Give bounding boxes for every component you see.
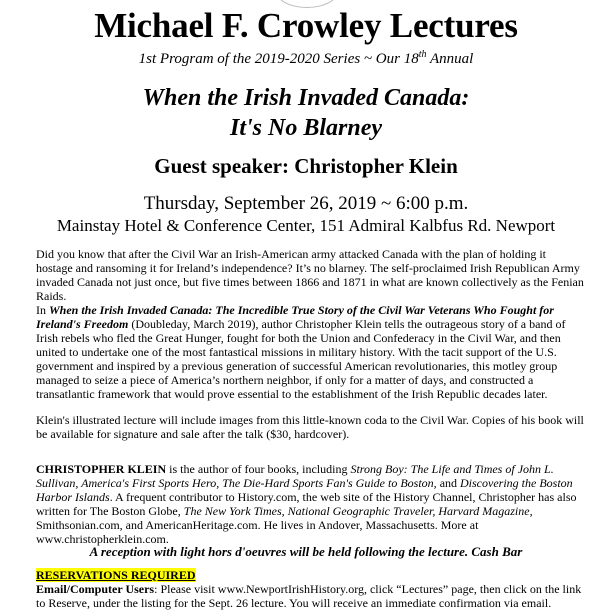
book-paragraph-text: (Doubleday, March 2019), author Christopher Klein tells the outrageous story of a band of Irish rebels who fled the Great Hunger, fought for both the Union and Confederacy in the Civil War, and then united to undertake one of the most fantastical missions in military history. With the tacit support of the U.S. government and inspired by a previous generation of successful American revolutionaries, this motley group managed to seize a piece of America’s northern neighbor, if only for a matter of days, and constructed a transatlantic framework that would prove essential to the establishment of the Irish Republic decades later. xyxy=(36,317,566,401)
bio-books-1: Strong Boy: The Life and Times of John L. Sullivan, America's First Sports Hero, The Die-Hard Sports Fan's Guide to Boston, xyxy=(36,462,554,490)
series-suffix: Annual xyxy=(426,51,474,67)
lecture-title-line1: When the Irish Invaded Canada: xyxy=(142,85,470,111)
reservations-label: Email/Computer Users xyxy=(36,582,155,596)
guest-speaker: Guest speaker: Christopher Klein xyxy=(154,154,458,178)
book-title: When the Irish Invaded Canada: The Incredible True Story of the Civil War Veterans Who Fought for Ireland's Freedom xyxy=(36,303,554,331)
page-title: Michael F. Crowley Lectures xyxy=(94,6,518,45)
lecture-paragraph: Klein's illustrated lecture will include images from this little-known coda to the Civil War. Copies of his book will be available for signature and sale after the talk ($30, hardcover). xyxy=(36,413,584,441)
intro-paragraph: Did you know that after the Civil War an Irish-American army attacked Canada with the plan of holding it hostage and ransoming it for Ireland’s independence? It’s no blarney. The self-proclaimed Irish Republican Army invaded Canada not just once, but five times between 1866 and 1871 in what are known collectively as the Fenian Raids. xyxy=(36,247,584,303)
author-name: CHRISTOPHER KLEIN xyxy=(36,462,167,476)
bio-books-2: Discovering the Boston Harbor Islands xyxy=(36,476,573,504)
event-venue: Mainstay Hotel & Conference Center, 151 Admiral Kalbfus Rd. Newport xyxy=(56,216,556,235)
bio-text-a: is the author of four books, including xyxy=(166,462,351,476)
book-paragraph xyxy=(36,303,584,401)
reservations-text xyxy=(36,582,584,610)
series-ordinal-suffix: th xyxy=(418,49,427,60)
bio-text-c: and xyxy=(436,476,461,490)
series-prefix: 1st Program of the 2019-2020 Series ~ Our 18 xyxy=(138,51,419,67)
lecture-title-line2: It's No Blarney xyxy=(229,115,382,141)
series-subtitle xyxy=(0,46,612,68)
book-paragraph-lead: In xyxy=(36,303,49,317)
event-date: Thursday, September 26, 2019 ~ 6:00 p.m. xyxy=(143,193,469,214)
reservations-heading: RESERVATIONS REQUIRED xyxy=(36,568,196,582)
bio-publications: The New York Times, National Geographic Traveler, Harvard Magazine xyxy=(183,504,530,518)
reservations-instructions: : Please visit www.NewportIrishHistory.org, click “Lectures” page, then click on the link to Reserve, under the listing for the Sept. 26 lecture. You will receive an immediate confirmation via email. xyxy=(36,582,582,610)
author-bio xyxy=(36,462,584,546)
reception-note: A reception with light hors d'oeuvres will be held following the lecture. Cash Bar xyxy=(89,544,523,559)
bio-text-e: , Smithsonian.com, and AmericanHeritage.com. He lives in Andover, Massachusetts. More at www.christopherklein.com. xyxy=(36,504,533,546)
bio-text-d: . A frequent contributor to History.com, the web site of the History Channel, Christopher has also written for The Boston Globe, xyxy=(36,490,577,518)
lecture-title xyxy=(0,83,612,143)
